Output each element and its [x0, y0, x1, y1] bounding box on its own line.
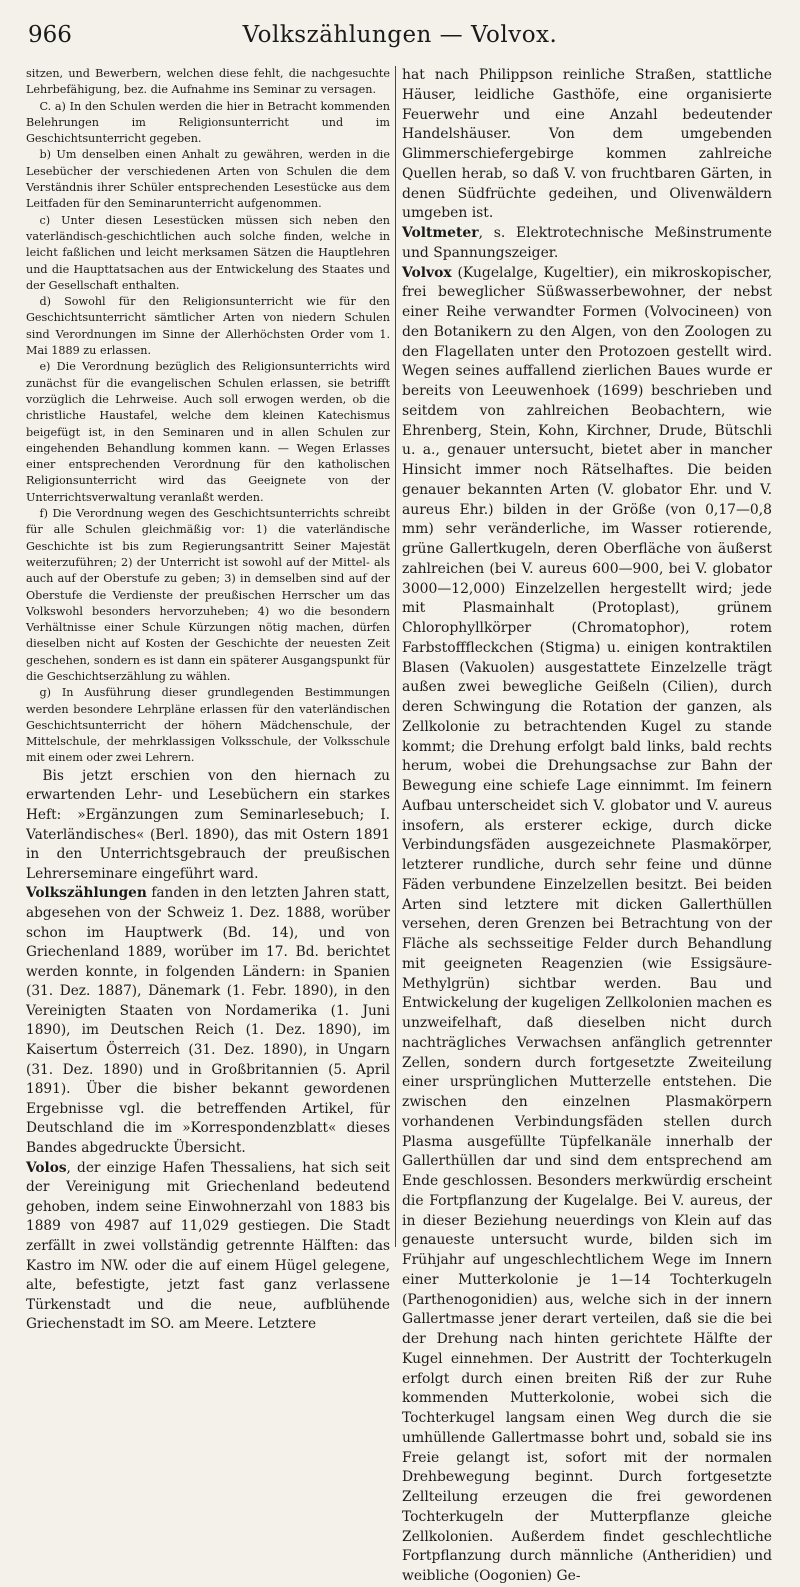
paragraph: c) Unter diesen Lesestücken müssen sich neben den vaterländisch-geschichtlichen auch solche finden, welche in leicht faßlichen und leicht merksamen Sätzen die Hauptlehren und die Haupttatsachen aus der Entwickelung des Staates und der Gesellschaft enthalten. [26, 213, 390, 292]
entry-headword: Volkszählungen [26, 885, 147, 902]
entry-voltmeter [402, 224, 772, 264]
entry-volos [26, 1159, 390, 1335]
paragraph: g) In Ausführung dieser grundlegenden Bestimmungen werden besondere Lehrpläne erlassen für den vaterländischen Geschichtsunterricht der höhern Mädchenschule, der Mittelschule, der mehrklassigen Volksschule, der Volksschule mit einem oder zwei Lehrern. [26, 686, 390, 765]
paragraph: C. a) In den Schulen werden die hier in Betracht kommenden Belehrungen im Religionsunterricht und im Geschichtsunterricht gegeben. [26, 99, 390, 146]
entry-body: (Kugelalge, Kugeltier), ein mikroskopischer, frei beweglicher Süßwasserbewohner, der nebst einer Reihe verwandter Formen (Volvocineen) von den Botanikern zu den Algen, von den Zoologen zu den Flagellaten unter den Protozoen gestellt wird. Wegen seines auffallend zierlichen Baues wurde er bereits von Leeuwenhoek (1699) beschrieben und seitdem von zahlreichen Beobachtern, wie Ehrenberg, Stein, Kohn, Kirchner, Drude, Bütschli u. a., genauer untersucht, bietet aber in mancher Hinsicht immer noch Rätselhaftes. Die beiden genauer bekannten Arten (V. globator Ehr. und V. aureus Ehr.) bilden in der Größe (von 0,17—0,8 mm) sehr veränderliche, im Wasser rotierende, grüne Gallertkugeln, deren Oberfläche von äußerst zahlreichen (bei V. aureus 600—900, bei V. globator 3000—12,000) Einzelzellen hergestellt wird; jede mit Plasmainhalt (Protoplast), grünem Chlorophyllkörper (Chromatophor), rotem Farbstofffleckchen (Stigma) u. einigen kontraktilen Blasen (Vakuolen) ausgestattete Einzelzelle trägt außen zwei bewegliche Geißeln (Cilien), durch deren Schwingung die Rotation der ganzen, als Zellkolonie zu betrachtenden Kugel zu stande kommt; die Drehung erfolgt bald links, bald rechts herum, wobei die Drehungsachse zur Bahn der Bewegung eine schiefe Lage einnimmt. Im feinern Aufbau unterscheidet sich V. globator und V. aureus insofern, als ersterer eckige, durch dicke Verbindungsfäden ausgezeichnete Plasmakörper, letzterer rundliche, durch sehr feine und dünne Fäden verbundene Einzelzellen besitzt. Bei beiden Arten sind letztere mit dicken Gallerthüllen versehen, deren Grenzen bei Betrachtung von der Fläche als sechsseitige Felder durch Behandlung mit geeigneten Reagenzien (wie Essigsäure-Methylgrün) sichtbar werden. Bau und Entwickelung der kugeligen Zellkolonien machen es unzweifelhaft, daß dieselben nicht durch nachträgliches Verwachsen anfänglich getrennter Zellen, sondern durch fortgesetzte Zweiteilung einer ursprünglichen Mutterzelle entstehen. Die zwischen den einzelnen Plasmakörpern vorhandenen Verbindungsfäden stellen durch Plasma ausgefüllte Tüpfelkanäle innerhalb der Gallerthüllen dar und sind dem entsprechend am Ende geschlossen. Besonders merkwürdig erscheint die Fortpflanzung der Kugelalge. Bei V. aureus, der in dieser Beziehung neuerdings von Klein auf das genaueste untersucht wurde, bilden sich im Frühjahr auf ungeschlechtlichem Wege im Innern einer Mutterkolonie je 1—14 Tochterkugeln (Parthenogonidien) aus, welche sich in der innern Gallertmasse jener derart verteilen, daß sie die bei der Drehung nach hinten gerichtete Hälfte der Kugel einnehmen. Der Austritt der Tochterkugeln erfolgt durch einen breiten Riß der zur Ruhe kommenden Mutterkolonie, wobei sich die Tochterkugel langsam einen Weg durch die sie umhüllende Gallertmasse bohrt und, sobald sie ins Freie gelangt ist, sofort mit der normalen Drehbewegung beginnt. Durch fortgesetzte Zellteilung erzeugen die frei gewordenen Tochterkugeln der Mutterpflanze gleiche Zellkolonien. Außerdem findet geschlechtliche Fortpflanzung durch männliche (Antheridien) und weibliche (Oogonien) Ge- [402, 264, 772, 1584]
running-title: Volkszählungen — Volvox. [242, 22, 558, 48]
entry-headword: Voltmeter [402, 225, 479, 241]
entry-body: fanden in den letzten Jahren statt, abgesehen von der Schweiz 1. Dez. 1888, worüber schon im Hauptwerk (Bd. 14), und von Griechenland 1889, worüber im 17. Bd. berichtet werden konnte, in folgenden Ländern: in Spanien (31. Dez. 1887), Dänemark (1. Febr. 1890), in den Vereinigten Staaten von Nordamerika (1. Juni 1890), im Deutschen Reich (1. Dez. 1890), im Kaisertum Österreich (31. Dez. 1890), in Ungarn (31. Dez. 1890) und in Großbritannien (5. April 1891). Über die bisher bekannt gewordenen Ergebnisse vgl. die betreffenden Artikel, für Deutschland die im »Korrespondenzblatt« dieses Bandes abgedruckte Übersicht. [26, 885, 390, 1157]
paragraph: hat nach Philippson reinliche Straßen, stattliche Häuser, leidliche Gasthöfe, eine organisierte Feuerwehr und eine Anzahl bedeutender Handelshäuser. Von dem umgebenden Glimmerschiefergebirge kommen zahlreiche Quellen herab, so daß V. von fruchtbaren Gärten, in denen Südfrüchte gedeihen, und Olivenwäldern umgeben ist. [402, 67, 772, 222]
column-rule [395, 66, 396, 1247]
paragraph: d) Sowohl für den Religionsunterricht wie für den Geschichtsunterricht sämtlicher Arten von niedern Schulen sind Verordnungen im Sinne der Allerhöchsten Order vom 1. Mai 1889 zu erlassen. [26, 295, 390, 358]
paragraph: sitzen, und Bewerbern, welchen diese fehlt, die nachgesuchte Lehrbefähigung, bez. die Aufnahme ins Seminar zu versagen. [26, 67, 390, 97]
paragraph: b) Um denselben einen Anhalt zu gewähren, werden in die Lesebücher der verschiedenen Arten von Schulen die dem Verständnis ihrer Schüler entsprechenden Lesestücke aus dem Leitfaden für den Seminarunterricht aufgenommen. [26, 148, 390, 211]
entry-volkszaehlungen [26, 884, 390, 1158]
right-column [402, 66, 772, 1584]
entry-headword: Volos [26, 1159, 67, 1176]
paragraph: Bis jetzt erschien von den hiernach zu erwartenden Lehr- und Lesebüchern ein starkes Heft: »Ergänzungen zum Seminarlesebuch; I. Vaterländisches« (Berl. 1890), das mit Ostern 1891 in den Unterrichtsgebrauch der preußischen Lehrerseminare eingeführt ward. [26, 767, 390, 882]
entry-body: , s. Elektrotechnische Meßinstrumente und Spannungszeiger. [402, 225, 772, 261]
entry-headword: Volvox [402, 264, 452, 281]
page-number: 966 [28, 22, 72, 48]
entry-body: , der einzige Hafen Thessaliens, hat sich seit der Vereinigung mit Griechenland bedeutend gehoben, indem seine Einwohnerzahl von 1883 bis 1889 von 4987 auf 11,029 gestiegen. Die Stadt zerfällt in zwei vollständig getrennte Hälften: das Kastro im NW. oder die auf einem Hügel gelegene, alte, befestigte, jetzt fast ganz verlassene Türkenstadt und die neue, aufblühende Griechenstadt im SO. am Meere. Letztere [26, 1159, 390, 1333]
entry-volvox [402, 264, 772, 1587]
paragraph: f) Die Verordnung wegen des Geschichtsunterrichts schreibt für alle Schulen gleichmäßig vor: 1) die vaterländische Geschichte ist bis zum Regierungsantritt Seiner Majestät weiterzuführen; 2) der Unterricht ist sowohl auf der Mittel- als auch auf der Oberstufe zu geben; 3) in demselben sind auf der Oberstufe die Verdienste der preußischen Herrscher um das Volkswohl besonders hervorzuheben; 4) wo die besondern Verhältnisse einer Schule Kürzungen nötig machen, dürfen dieselben nicht auf Kosten der Geschichte der neuesten Zeit geschehen, sondern es ist dann ein späterer Ausgangspunkt für die Geschichtserzählung zu wählen. [26, 507, 390, 683]
page-header [28, 22, 772, 58]
paragraph: e) Die Verordnung bezüglich des Religionsunterrichts wird zunächst für die evangelischen Schulen erlassen, sie betrifft vorzüglich die Lehrweise. Auch soll erwogen werden, ob die christliche Haustafel, welche dem kleinen Katechismus beigefügt ist, in den Seminaren und in allen Schulen zur eingehenden Behandlung kommen kann. — Wegen Erlasses einer entsprechenden Verordnung für den katholischen Religionsunterricht wird das Geeignete von der Unterrichtsverwaltung veranlaßt werden. [26, 360, 390, 504]
left-column [26, 66, 390, 1333]
